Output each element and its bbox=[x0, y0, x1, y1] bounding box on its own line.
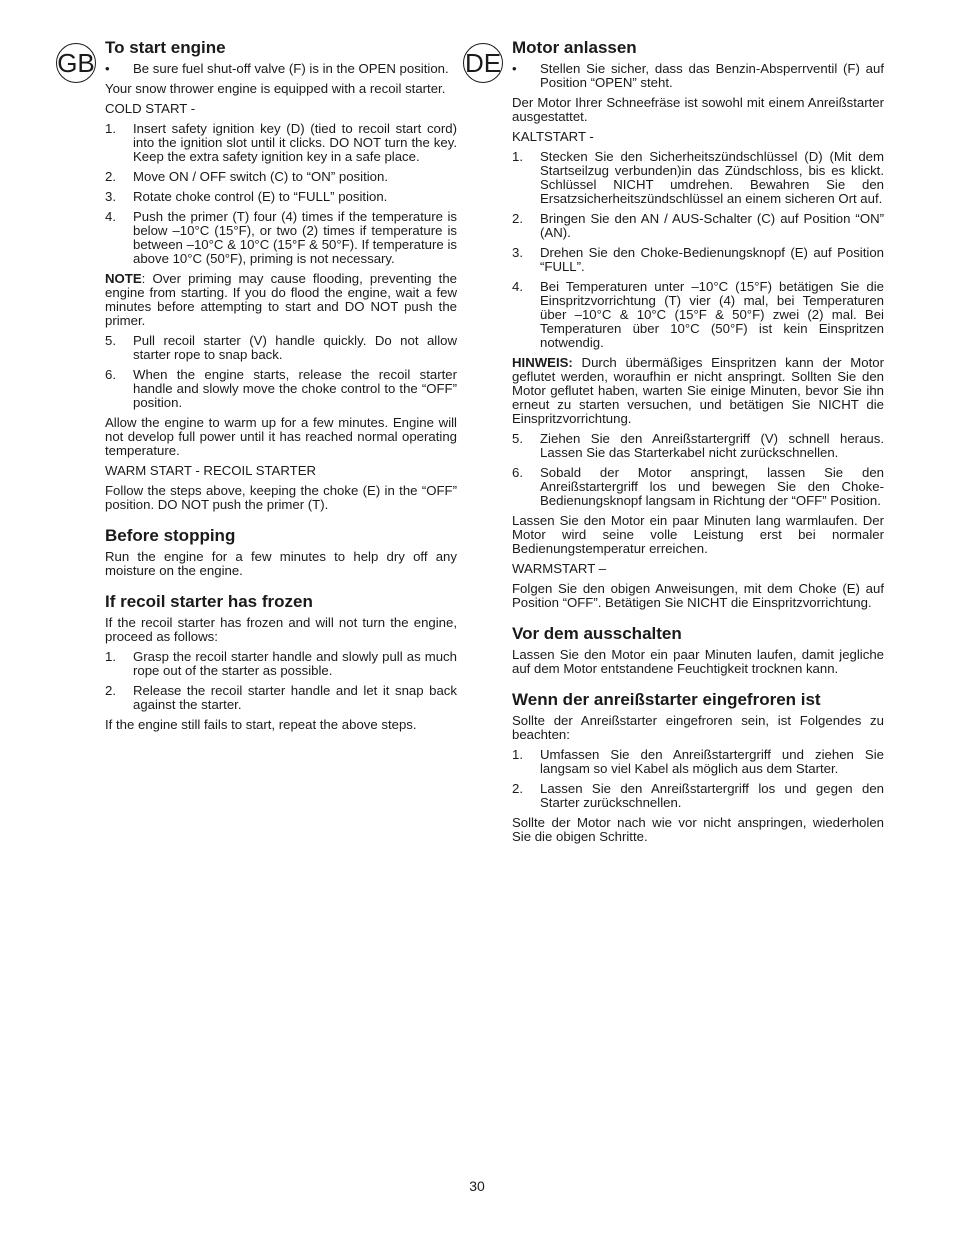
list-item: 3. Rotate choke control (E) to “FULL” position. bbox=[105, 189, 388, 204]
list-item: 4. Push the primer (T) four (4) times if the temperature is below –10°C (15°F), or two (2) times if temperature is between –10°C & 10°C (15°F & 50°F). If temperature is above 10°C (50°F), priming is not necessary. bbox=[105, 209, 457, 266]
language-badge-gb: GB bbox=[56, 43, 96, 83]
list-item: 5. Pull recoil starter (V) handle quickly. Do not allow starter rope to snap back. bbox=[105, 333, 457, 362]
page-number: 30 bbox=[469, 1178, 485, 1194]
section-title-before-stopping: Before stopping bbox=[105, 526, 236, 545]
list-item: 2. Bringen Sie den AN / AUS-Schalter (C) auf Position “ON” (AN). bbox=[512, 211, 884, 240]
list-item: 3. Drehen Sie den Choke-Bedienungsknopf (E) auf Position “FULL”. bbox=[512, 245, 884, 274]
before-stopping-paragraph: Run the engine for a few minutes to help dry off any moisture on the engine. bbox=[105, 549, 457, 578]
list-item: 2. Release the recoil starter handle and let it snap back against the starter. bbox=[105, 683, 457, 712]
warmup-paragraph: Allow the engine to warm up for a few minutes. Engine will not develop full power until it has reached normal operating temperature. bbox=[105, 415, 457, 458]
list-item: 4. Bei Temperaturen unter –10°C (15°F) betätigen Sie die Einspritzvorrichtung (T) vier (4) mal, bei Temperaturen über –10°C & 10°C (15°F & 50°F) zwei (2) mal. Bei Temperaturen über 10°C (50°F) ist kein Einspritzen notwendig. bbox=[512, 279, 884, 350]
language-badge-de: DE bbox=[463, 43, 503, 83]
list-item: 2. Lassen Sie den Anreißstartergriff los und gegen den Starter zurückschnellen. bbox=[512, 781, 884, 810]
section-title-motor-anlassen: Motor anlassen bbox=[512, 38, 637, 57]
before-stopping-paragraph: Lassen Sie den Motor ein paar Minuten laufen, damit jegliche auf dem Motor entstandene Feuchtigkeit trocknen kann. bbox=[512, 647, 884, 676]
note-paragraph: HINWEIS: Durch übermäßiges Einspritzen kann der Motor geflutet werden, woraufhin er nicht anspringt. Sollten Sie den Motor geflutet haben, warten Sie einige Minuten, bevor Sie ihn erneut zu starten versuchen, und betätigen Sie NICHT die Einspritzvorrichtung. bbox=[512, 355, 884, 426]
warm-start-label: WARMSTART – bbox=[512, 561, 607, 576]
german-column bbox=[512, 38, 884, 850]
bullet-item: • Be sure fuel shut-off valve (F) is in the OPEN position. bbox=[105, 61, 449, 76]
intro-paragraph: Der Motor Ihrer Schneefräse ist sowohl mit einem Anreißstarter ausgestattet. bbox=[512, 95, 884, 124]
list-item: 1. Umfassen Sie den Anreißstartergriff und ziehen Sie langsam so viel Kabel als möglich aus dem Starter. bbox=[512, 747, 884, 776]
note-paragraph: NOTE: Over priming may cause flooding, preventing the engine from starting. If you do flood the engine, wait a few minutes before attempting to start and DO NOT push the primer. bbox=[105, 271, 457, 328]
frozen-intro-paragraph: If the recoil starter has frozen and will not turn the engine, proceed as follows: bbox=[105, 615, 457, 644]
bullet-item: • Stellen Sie sicher, dass das Benzin-Absperrventil (F) auf Position “OPEN” steht. bbox=[512, 61, 884, 90]
section-title-frozen: If recoil starter has frozen bbox=[105, 592, 313, 611]
warm-start-paragraph: Folgen Sie den obigen Anweisungen, mit dem Choke (E) auf Position “OFF”. Betätigen Sie NICHT die Einspritzvorrichtung. bbox=[512, 581, 884, 610]
intro-paragraph: Your snow thrower engine is equipped with a recoil starter. bbox=[105, 81, 446, 96]
list-item: 6. Sobald der Motor anspringt, lassen Sie den Anreißstartergriff los und bewegen Sie den Choke-Bedienungsknopf langsam in Richtung der “OFF” Position. bbox=[512, 465, 884, 508]
list-item: 2. Move ON / OFF switch (C) to “ON” position. bbox=[105, 169, 388, 184]
frozen-end-paragraph: If the engine still fails to start, repeat the above steps. bbox=[105, 717, 417, 732]
list-item: 1. Stecken Sie den Sicherheitszündschlüssel (D) (Mit dem Startseilzug verbunden)in das Zündschloss, bis es klickt. Schlüssel NICHT umdrehen. Bewahren Sie den Ersatzsicherheitszündschlüssel an einem sicheren Ort auf. bbox=[512, 149, 884, 206]
list-item: 1. Insert safety ignition key (D) (tied to recoil start cord) into the ignition slot until it clicks. DO NOT turn the key. Keep the extra safety ignition key in a safe place. bbox=[105, 121, 457, 164]
section-title-vor-dem-ausschalten: Vor dem ausschalten bbox=[512, 624, 682, 643]
list-item: 5. Ziehen Sie den Anreißstartergriff (V) schnell heraus. Lassen Sie das Starterkabel nicht zurückschnellen. bbox=[512, 431, 884, 460]
cold-start-label: COLD START - bbox=[105, 101, 196, 116]
cold-start-label: KALTSTART - bbox=[512, 129, 594, 144]
warmup-paragraph: Lassen Sie den Motor ein paar Minuten lang warmlaufen. Der Motor wird seine volle Leistung erst bei normaler Bedienungstemperatur erreichen. bbox=[512, 513, 884, 556]
section-title-eingefroren: Wenn der anreißstarter eingefroren ist bbox=[512, 690, 821, 709]
english-column bbox=[105, 38, 457, 738]
frozen-intro-paragraph: Sollte der Anreißstarter eingefroren sein, ist Folgendes zu beachten: bbox=[512, 713, 884, 742]
list-item: 6. When the engine starts, release the recoil starter handle and slowly move the choke control to the “OFF” position. bbox=[105, 367, 457, 410]
warm-start-label: WARM START - RECOIL STARTER bbox=[105, 463, 317, 478]
section-title-start-engine: To start engine bbox=[105, 38, 226, 57]
frozen-end-paragraph: Sollte der Motor nach wie vor nicht anspringen, wiederholen Sie die obigen Schritte. bbox=[512, 815, 884, 844]
list-item: 1. Grasp the recoil starter handle and slowly pull as much rope out of the starter as possible. bbox=[105, 649, 457, 678]
warm-start-paragraph: Follow the steps above, keeping the choke (E) in the “OFF” position. DO NOT push the primer (T). bbox=[105, 483, 457, 512]
